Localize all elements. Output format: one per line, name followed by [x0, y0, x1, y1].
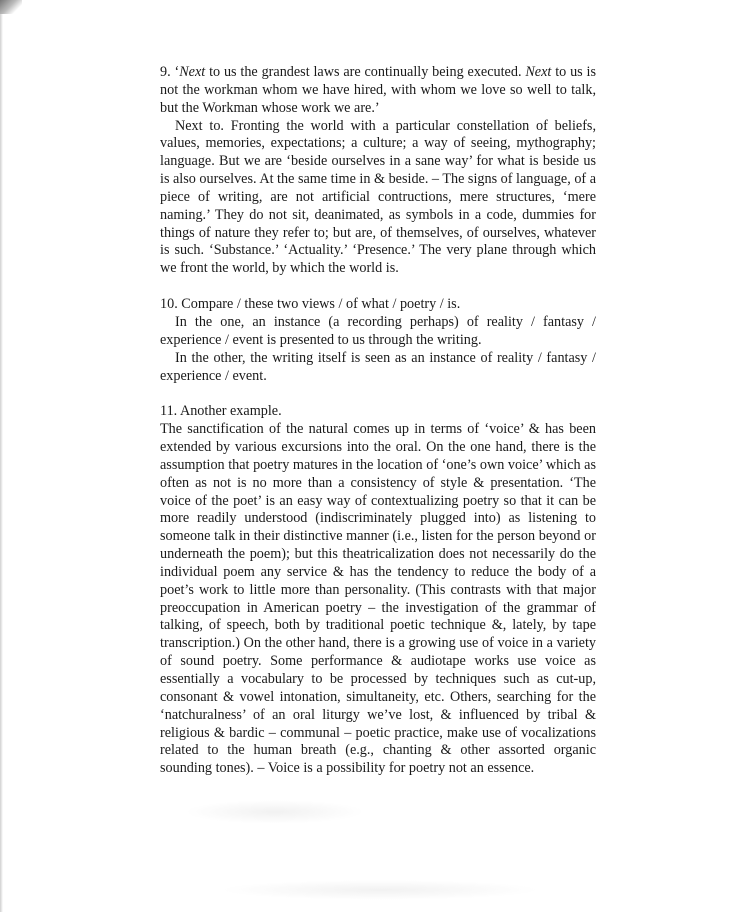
scan-smudge [185, 800, 365, 824]
section-11-heading: 11. Another example. [160, 403, 282, 420]
scan-left-edge [0, 0, 3, 912]
scan-bottom-smudge [220, 880, 540, 900]
section-9 [160, 64, 596, 278]
quote-prefix: 9. ‘ [160, 64, 180, 80]
quote-emphasis: Next [179, 64, 206, 80]
section-10-heading: 10. Compare / these two views / of what / poetry / is. [160, 296, 461, 313]
section-divider [160, 278, 596, 296]
section-9-paragraph: Next to. Fronting the world with a particular constellation of beliefs, values, memories, expectations; a culture; a way of seeing, mythography; language. But we are ‘beside ourselves in a sane way’ for what is beside us is also ourselves. At the same time in & beside. – The signs of language, of a piece of writing, are not artificial contructions, mere structures, ‘mere naming.’ They do not sit, deanimated, as symbols in a code, dummies for things of nature they refer to; but are, of themselves, of ourselves, whatever is such. ‘Substance.’ ‘Actuality.’ ‘Presence.’ The very plane through which we front the world, by which the world is. [160, 117, 596, 277]
section-11 [160, 403, 596, 778]
section-9-quote [160, 64, 596, 118]
section-10-paragraph: In the one, an instance (a recording perhaps) of reality / fantasy / experience / event is presented to us through the writing. [160, 313, 596, 348]
scan-corner-shadow [0, 0, 22, 14]
page-text [160, 64, 596, 778]
quote-middle: to us the grandest laws are continually being executed. [205, 64, 526, 80]
section-divider [160, 385, 596, 403]
quote-suffix: to us is not the workman whom we have hired, with whom we love so well to talk, but the Workman whose work we are.’ [160, 64, 596, 116]
quote-emphasis: Next [525, 64, 552, 80]
section-11-paragraph: The sanctification of the natural comes up in terms of ‘voice’ & has been extended by various excursions into the oral. On the one hand, there is the assumption that poetry matures in the location of ‘one’s own voice’ which as often as not is no more than a consistency of style & presentation. ‘The voice of the poet’ is an easy way of contextualizing poetry so that it can be more readily understood (indiscriminately plugged into) as listening to someone talk in their distinctive manner (i.e., listen for the person beyond or underneath the poem); but this theatricalization does not necessarily do the individual poem any service & has the tendency to reduce the body of a poet’s work to little more than personality. (This contrasts with that major preoccupation in American poetry – the investigation of the grammar of talking, of speech, both by traditional poetic technique &, lately, by tape transcription.) On the other hand, there is a growing use of voice in a variety of sound poetry. Some performance & audiotape works use voice as essentially a vocabulary to be processed by techniques such as cut-up, consonant & vowel intonation, simultaneity, etc. Others, searching for the ‘natchuralness’ of an oral liturgy we’ve lost, & influenced by tribal & religious & bardic – communal – poetic practice, make use of vocalizations related to the human breath (e.g., chanting & other assorted organic sounding tones). – Voice is a possibility for poetry not an essence. [160, 421, 596, 777]
section-10-paragraph: In the other, the writing itself is seen as an instance of reality / fantasy / experience / event. [160, 349, 596, 384]
section-10 [160, 296, 596, 385]
